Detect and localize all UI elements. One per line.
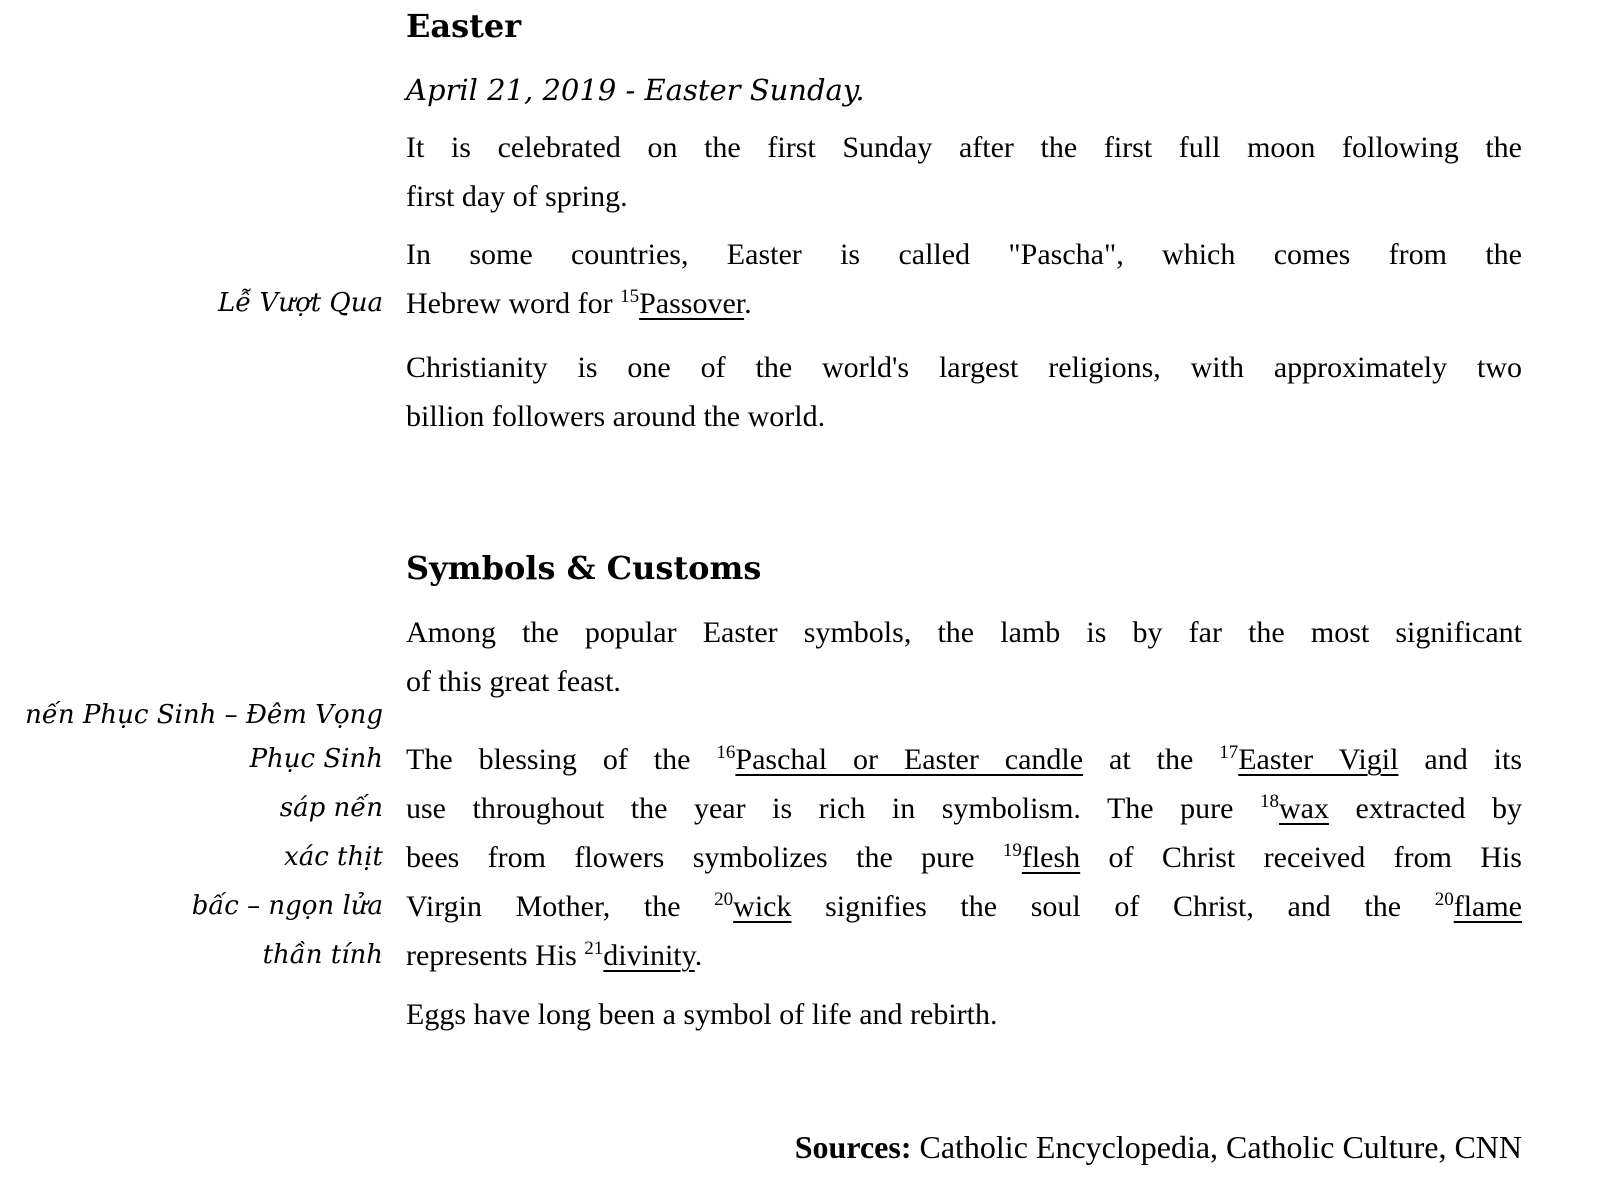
text-segment: The blessing of the — [406, 743, 717, 776]
footnote-number: 17 — [1219, 742, 1239, 763]
paragraph-p-pascha — [406, 230, 1522, 328]
footnote-number: 19 — [1002, 840, 1022, 861]
margin-note-line: nến Phục Sinh – Đêm Vọng — [25, 700, 383, 730]
paragraph-p-celebrated — [406, 123, 1522, 221]
text-segment: of Christ received from His — [1080, 841, 1522, 874]
margin-note-line: xác thịt — [284, 842, 383, 872]
document-body — [406, 0, 1522, 1186]
glossary-term[interactable]: wax — [1278, 792, 1329, 825]
text-segment: In some countries, Easter is called "Pascha", which comes from the — [406, 238, 1522, 271]
glossary-term[interactable]: flesh — [1021, 841, 1081, 874]
margin-note-line: bấc – ngọn lửa — [191, 891, 383, 921]
text-segment: . — [694, 939, 703, 972]
paragraph-p-christianity — [406, 343, 1522, 441]
margin-note-line: Phục Sinh — [249, 744, 383, 774]
text-segment: bees from flowers symbolizes the pure — [406, 841, 1003, 874]
text-line — [406, 343, 1522, 392]
text-line — [406, 172, 1522, 221]
text-line — [406, 657, 1522, 706]
text-line — [406, 882, 1522, 931]
glossary-term[interactable]: divinity — [603, 939, 695, 972]
footnote-number: 20 — [1434, 889, 1454, 910]
text-line — [406, 833, 1522, 882]
footnote-number: 15 — [620, 286, 640, 307]
sources-line — [406, 1124, 1522, 1170]
footnote-number: 20 — [714, 889, 734, 910]
glossary-term[interactable]: flame — [1453, 890, 1522, 923]
glossary-term[interactable]: Easter Vigil — [1238, 743, 1399, 776]
text-segment: at the — [1083, 743, 1220, 776]
glossary-term[interactable]: Paschal or Easter candle — [735, 743, 1084, 776]
glossary-term[interactable]: wick — [733, 890, 792, 923]
margin-note-line: thần tính — [262, 940, 383, 970]
text-line — [406, 990, 1522, 1039]
text-segment: billion followers around the world. — [406, 400, 826, 433]
footnote-number: 16 — [716, 742, 736, 763]
text-segment: Hebrew word for — [406, 287, 621, 320]
margin-note-divinity — [263, 933, 383, 977]
section-heading-symbols-customs: Symbols & Customs — [406, 549, 762, 587]
text-line — [406, 230, 1522, 279]
text-segment: and its — [1398, 743, 1522, 776]
text-segment: signifies the soul of Christ, and the — [791, 890, 1435, 923]
text-line — [406, 735, 1522, 784]
text-segment: . — [744, 287, 752, 320]
paragraph-p-eggs — [406, 990, 1522, 1039]
text-line — [406, 608, 1522, 657]
text-segment: of this great feast. — [406, 665, 621, 698]
text-segment: Christianity is one of the world's largest religions, with approximately two — [406, 351, 1522, 384]
margin-note-line: sáp nến — [279, 793, 383, 823]
text-line — [406, 931, 1522, 980]
margin-note-passover — [218, 281, 383, 325]
text-line — [406, 392, 1522, 441]
page-title: Easter — [406, 7, 522, 45]
paragraph-p-candle — [406, 735, 1522, 980]
date-subtitle: April 21, 2019 - Easter Sunday. — [406, 73, 865, 107]
text-segment: use throughout the year is rich in symbolism. The pure — [406, 792, 1260, 825]
sources-label: Sources: — [794, 1129, 912, 1165]
text-segment: Among the popular Easter symbols, the lamb is by far the most significant — [406, 616, 1522, 649]
margin-note-paschal-candle — [25, 693, 383, 781]
text-segment: represents His — [406, 939, 585, 972]
margin-note-flesh — [284, 835, 383, 879]
text-line — [406, 123, 1522, 172]
text-segment: It is celebrated on the first Sunday after the first full moon following the — [406, 131, 1522, 164]
text-line — [406, 279, 1522, 328]
margin-note-wick-flame — [192, 884, 383, 928]
glossary-term[interactable]: Passover — [639, 287, 745, 320]
paragraph-p-lamb — [406, 608, 1522, 706]
text-segment: first day of spring. — [406, 180, 628, 213]
sources-text: Catholic Encyclopedia, Catholic Culture, CNN — [911, 1129, 1522, 1165]
text-segment: Virgin Mother, the — [406, 890, 715, 923]
text-line — [406, 784, 1522, 833]
text-segment: Eggs have long been a symbol of life and rebirth. — [406, 998, 998, 1031]
text-segment: extracted by — [1328, 792, 1522, 825]
margin-note-wax — [280, 786, 383, 830]
footnote-number: 21 — [584, 938, 604, 959]
margin-note-line: Lễ Vượt Qua — [218, 288, 383, 318]
footnote-number: 18 — [1259, 791, 1279, 812]
